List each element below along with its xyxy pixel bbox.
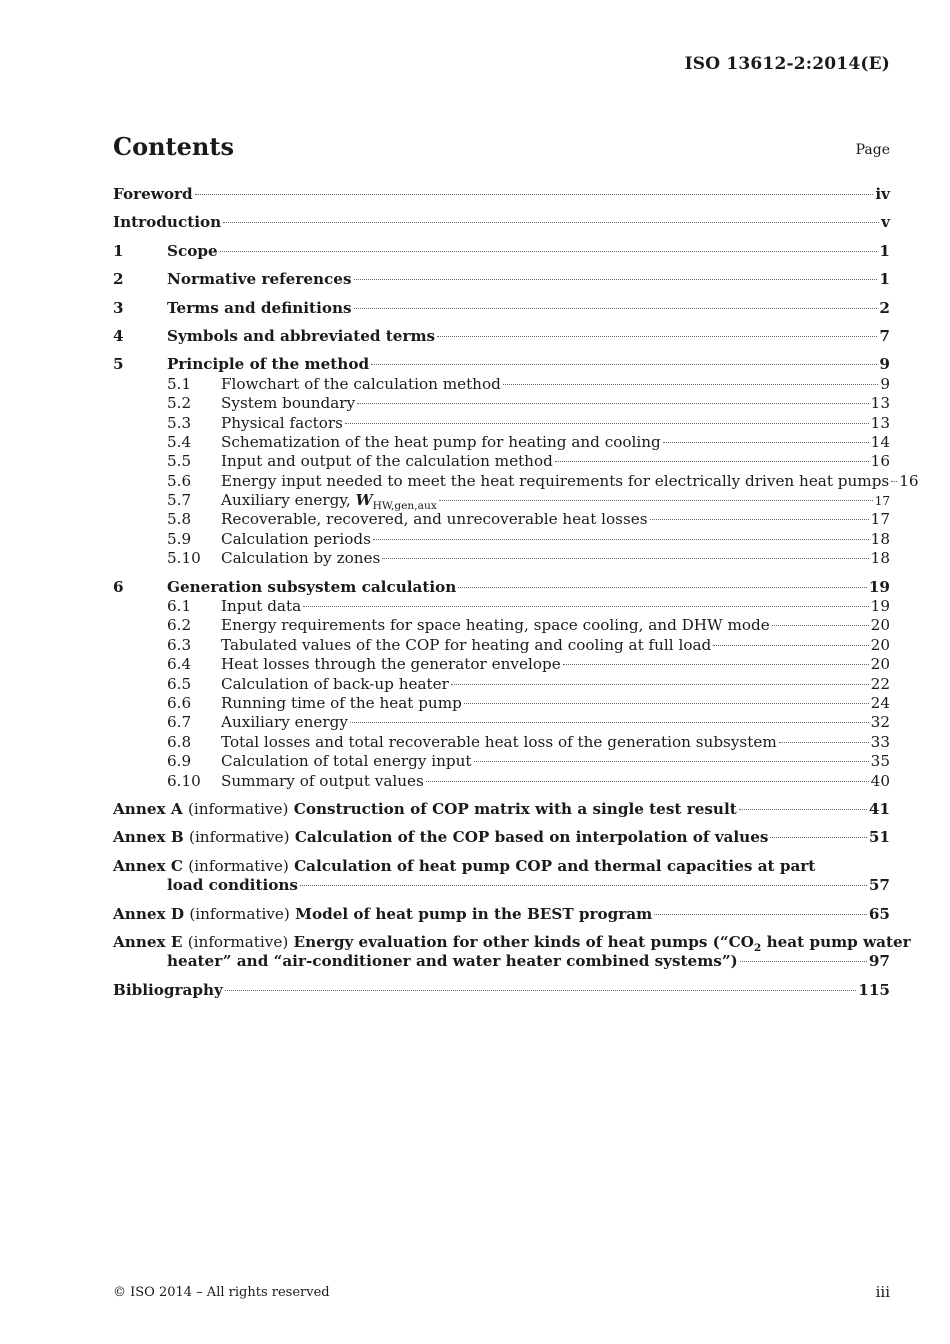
toc-entry[interactable] (113, 491, 890, 513)
dot-leader (426, 781, 869, 782)
dot-leader (654, 914, 867, 915)
toc-entry-title (221, 414, 343, 433)
dot-leader (563, 664, 869, 665)
annex-title-subscript: 2 (753, 940, 762, 954)
toc-entry-title-text: Heat losses through the generator envelope (221, 655, 561, 674)
toc-entry-page: 20 (870, 635, 890, 654)
annex-page: 51 (868, 828, 890, 847)
toc-entry-number: 6 (113, 577, 124, 596)
annex-entry-continuation[interactable] (113, 876, 890, 895)
toc-entry-number: 6.10 (167, 771, 201, 790)
toc-entry-page: 1 (879, 270, 890, 289)
toc-entry-number: 6.7 (167, 713, 192, 732)
dot-leader (373, 539, 869, 540)
toc-entry-page: 115 (858, 980, 890, 999)
toc-entry[interactable] (113, 733, 890, 752)
symbol-subscript: HW,gen,aux (372, 499, 437, 513)
dot-leader (663, 442, 869, 443)
contents-heading: Contents (113, 132, 234, 161)
standard-identifier: ISO 13612-2:2014(E) (684, 54, 890, 74)
toc-entry-number: 5.10 (167, 549, 201, 568)
toc-entry-title-text: Recoverable, recovered, and unrecoverable heat losses (221, 510, 648, 529)
toc-entry-page: 2 (879, 298, 890, 317)
toc-entry-page: 13 (870, 413, 890, 432)
toc-entry-title-text: Flowchart of the calculation method (221, 374, 501, 393)
toc-entry-title (221, 375, 501, 394)
dot-leader (357, 403, 869, 404)
annex-informative: (informative) (188, 856, 289, 875)
toc-entry-number: 6.8 (167, 732, 192, 751)
toc-entry-title-text: Tabulated values of the COP for heating and cooling at full load (221, 635, 712, 654)
toc-entry-number: 6.6 (167, 693, 192, 712)
toc-entry-number: 5.3 (167, 413, 192, 432)
annex-label: Annex E (113, 932, 183, 951)
toc-entry-title-text: Calculation periods (221, 529, 371, 548)
toc-entry-title-text: Symbols and abbreviated terms (167, 326, 436, 345)
toc-entry[interactable] (113, 530, 890, 549)
toc-entry-title-text: Foreword (113, 185, 193, 203)
annex-page: 97 (868, 952, 890, 971)
toc-entry-number: 6.4 (167, 655, 192, 674)
toc-entry-title-text: Principle of the method (167, 355, 370, 374)
annex-title-continuation: heater” and “air-conditioner and water heater combined systems”) (167, 952, 738, 971)
toc-entry-title-text: Introduction (113, 213, 222, 232)
annex-entry[interactable] (113, 857, 890, 876)
dot-leader (713, 645, 868, 646)
toc-entry-page: 17 (870, 510, 890, 529)
dot-leader (779, 742, 869, 743)
toc-entry[interactable] (113, 694, 890, 713)
dot-leader (650, 519, 869, 520)
dot-leader (354, 279, 878, 280)
toc-entry-number: 5 (113, 355, 124, 374)
copyright-notice: © ISO 2014 – All rights reserved (113, 1285, 330, 1300)
toc-entry-title-text: Running time of the heat pump (221, 693, 462, 712)
toc-entry-page: 16 (899, 471, 919, 490)
toc-entry-number: 5.1 (167, 374, 192, 393)
toc-entry-page: 40 (870, 771, 890, 790)
toc-entry-title (167, 327, 435, 346)
annex-informative: (informative) (189, 828, 290, 847)
annex-title-text: Energy evaluation for other kinds of heat pumps (“CO (293, 932, 754, 951)
toc-entry-title-text: Physical factors (221, 413, 343, 432)
toc-entry-page: v (881, 213, 890, 232)
annex-page: 65 (868, 904, 890, 923)
toc-entry[interactable] (113, 549, 890, 568)
toc-entry-number: 2 (113, 270, 124, 289)
toc-entry-title-text: Energy input needed to meet the heat requirements for electrically driven heat pumps (221, 471, 890, 490)
toc-entry-title-text: Auxiliary energy, (221, 491, 356, 510)
dot-leader (458, 587, 867, 588)
toc-entry-title (167, 578, 456, 597)
annex-title-tail: heat pump water (761, 932, 911, 951)
annex-informative: (informative) (187, 932, 289, 951)
toc-entry[interactable] (113, 616, 890, 635)
dot-leader (382, 558, 868, 559)
toc-entry-page: 32 (870, 713, 890, 732)
toc-entry-page: 9 (880, 374, 890, 393)
toc-entry[interactable] (113, 510, 890, 529)
toc-entry[interactable] (113, 299, 890, 318)
toc-entry[interactable] (113, 327, 890, 346)
dot-leader (437, 336, 877, 337)
dot-leader (225, 990, 856, 991)
toc-entry[interactable] (113, 213, 890, 232)
toc-entry-title-text: Total losses and total recoverable heat loss of the generation subsystem (221, 732, 777, 751)
toc-entry-page: 19 (868, 577, 890, 596)
annex-entry[interactable] (113, 828, 890, 847)
dot-leader (195, 194, 874, 195)
annex-label: Annex D (113, 904, 185, 923)
toc-entry-number: 5.8 (167, 510, 192, 529)
toc-entry-title-text: System boundary (221, 394, 356, 413)
toc-entry-page: 33 (870, 732, 890, 751)
toc-entry-title-text: Input and output of the calculation method (221, 452, 553, 471)
toc-entry-number: 5.6 (167, 471, 192, 490)
toc-entry-title-text: Normative references (167, 270, 352, 289)
dot-leader (223, 222, 879, 223)
toc-entry-title-text: Auxiliary energy (221, 713, 348, 732)
dot-leader (345, 423, 869, 424)
annex-label: Annex A (113, 799, 183, 818)
toc-entry-title (221, 655, 561, 674)
page-column-label: Page (855, 142, 890, 158)
toc-entry[interactable] (113, 981, 890, 1000)
dot-leader (739, 809, 867, 810)
toc-entry-title (221, 713, 348, 732)
toc-entry[interactable] (113, 713, 890, 732)
toc-entry-page: 1 (879, 241, 890, 260)
toc-entry-title (221, 597, 301, 616)
toc-entry-title-text: Calculation of total energy input (221, 752, 472, 771)
toc-entry[interactable] (113, 433, 890, 452)
toc-entry-page: 13 (870, 394, 890, 413)
toc-entry-number: 3 (113, 298, 124, 317)
annex-title (113, 800, 737, 819)
toc-entry-number: 5.7 (167, 491, 192, 510)
toc-entry-title-text: Summary of output values (221, 771, 424, 790)
toc-entry-number: 6.1 (167, 597, 192, 616)
dot-leader (770, 837, 866, 838)
dot-leader (371, 364, 877, 365)
toc-entry-title-text: Input data (221, 597, 302, 616)
toc-entry[interactable] (113, 270, 890, 289)
toc-entry-title (221, 733, 777, 752)
toc-entry-page: 14 (870, 432, 890, 451)
toc-entry-title (221, 452, 553, 471)
annex-title-text: Calculation of the COP based on interpolation of values (294, 828, 769, 847)
toc-entry-number: 4 (113, 326, 124, 345)
toc-entry[interactable] (113, 578, 890, 597)
toc-entry[interactable] (113, 675, 890, 694)
annex-entry[interactable] (113, 905, 890, 924)
dot-leader (772, 625, 869, 626)
toc-entry-title (221, 530, 371, 549)
page-number: iii (875, 1283, 890, 1301)
toc-entry-number: 6.3 (167, 635, 192, 654)
toc-entry-page: 20 (870, 655, 890, 674)
toc-entry-page: 7 (879, 326, 890, 345)
toc-entry-title-text: Energy requirements for space heating, space cooling, and DHW mode (221, 616, 770, 635)
dot-leader (303, 606, 869, 607)
toc-entry-page: 16 (870, 452, 890, 471)
toc-entry-title (221, 694, 462, 713)
annex-title-text: Model of heat pump in the BEST program (295, 904, 653, 923)
toc-entry-number: 5.4 (167, 432, 192, 451)
dot-leader (555, 461, 869, 462)
annex-title (113, 828, 768, 847)
toc-entry-number: 5.5 (167, 452, 192, 471)
annex-page: 57 (868, 876, 890, 895)
toc-entry-title (167, 355, 369, 374)
toc-entry-page: 18 (870, 529, 890, 548)
toc-entry-number: 6.9 (167, 752, 192, 771)
annex-title-text: Construction of COP matrix with a single test result (293, 799, 737, 818)
toc-entry-title (221, 752, 472, 771)
annex-label: Annex C (113, 856, 183, 875)
toc-entry-number: 5.9 (167, 529, 192, 548)
symbol: W (355, 491, 373, 510)
dot-leader (891, 481, 897, 482)
toc-entry-title (221, 616, 770, 635)
toc-entry[interactable] (113, 414, 890, 433)
annex-informative: (informative) (187, 799, 289, 818)
toc-entry-page: 24 (870, 693, 890, 712)
toc-entry[interactable] (113, 655, 890, 674)
toc-entry-title-text: Calculation of back-up heater (221, 674, 449, 693)
toc-entry[interactable] (113, 355, 890, 374)
toc-entry-title-text: Scope (167, 241, 218, 260)
dot-leader (451, 684, 869, 685)
toc-entry-title-text: Calculation by zones (221, 549, 381, 568)
toc-entry-title (221, 433, 661, 452)
toc-entry-title (167, 270, 352, 289)
annex-entry[interactable] (113, 932, 911, 954)
dot-leader (220, 251, 878, 252)
toc-entry-page: iv (875, 185, 890, 203)
toc-entry-title-text: Bibliography (113, 980, 223, 999)
annex-informative: (informative) (189, 904, 290, 923)
toc-entry[interactable] (113, 752, 890, 771)
dot-leader (464, 703, 869, 704)
toc-entry[interactable] (113, 471, 919, 491)
annex-page: 41 (868, 799, 890, 818)
toc-entry[interactable] (113, 597, 890, 616)
annex-title-text: Calculation of heat pump COP and thermal capacities at part (294, 856, 816, 875)
toc-entry-title (167, 299, 352, 318)
toc-entry-number: 6.2 (167, 616, 192, 635)
annex-title (113, 857, 815, 876)
dot-leader (350, 722, 869, 723)
toc-entry-page: 17 (874, 494, 890, 509)
toc-entry-number: 6.5 (167, 674, 192, 693)
toc-entry-title (221, 510, 648, 529)
toc-entry-number: 5.2 (167, 394, 192, 413)
toc-entry-page: 20 (870, 616, 890, 635)
toc-entry[interactable] (113, 394, 890, 413)
toc-entry-title (221, 636, 711, 655)
toc-entry[interactable] (113, 242, 890, 261)
toc-entry-title (113, 981, 223, 1000)
dot-leader (740, 961, 867, 962)
dot-leader (474, 761, 869, 762)
toc-entry-title (221, 549, 380, 568)
toc-entry[interactable] (113, 772, 890, 791)
toc-entry-title-text: Schematization of the heat pump for heating and cooling (221, 432, 661, 451)
toc-entry-title (167, 242, 218, 261)
toc-entry-title-text: Terms and definitions (167, 298, 352, 317)
toc-entry[interactable] (113, 452, 890, 471)
table-of-contents (113, 185, 919, 1000)
toc-entry-page: 19 (870, 597, 890, 616)
dot-leader (354, 308, 878, 309)
toc-entry-title (221, 472, 889, 491)
annex-entry[interactable] (113, 800, 890, 819)
toc-entry-title (113, 213, 221, 232)
toc-entry-page: 35 (870, 752, 890, 771)
dot-leader (439, 500, 873, 501)
annex-title (113, 905, 652, 924)
toc-entry[interactable] (113, 636, 890, 655)
dot-leader (503, 384, 878, 385)
annex-label: Annex B (113, 828, 184, 847)
toc-entry[interactable] (113, 375, 890, 394)
toc-entry-page: 22 (870, 674, 890, 693)
toc-entry[interactable] (113, 185, 890, 204)
toc-entry-title (113, 185, 193, 204)
toc-entry-title-text: Generation subsystem calculation (167, 577, 457, 596)
toc-entry-title (221, 772, 424, 791)
toc-entry-number: 1 (113, 241, 124, 260)
toc-entry-title (221, 394, 355, 413)
annex-title-continuation: load conditions (167, 876, 298, 895)
dot-leader (300, 885, 867, 886)
toc-entry-page: 9 (879, 355, 890, 374)
toc-entry-title (221, 675, 449, 694)
toc-entry-page: 18 (870, 549, 890, 568)
